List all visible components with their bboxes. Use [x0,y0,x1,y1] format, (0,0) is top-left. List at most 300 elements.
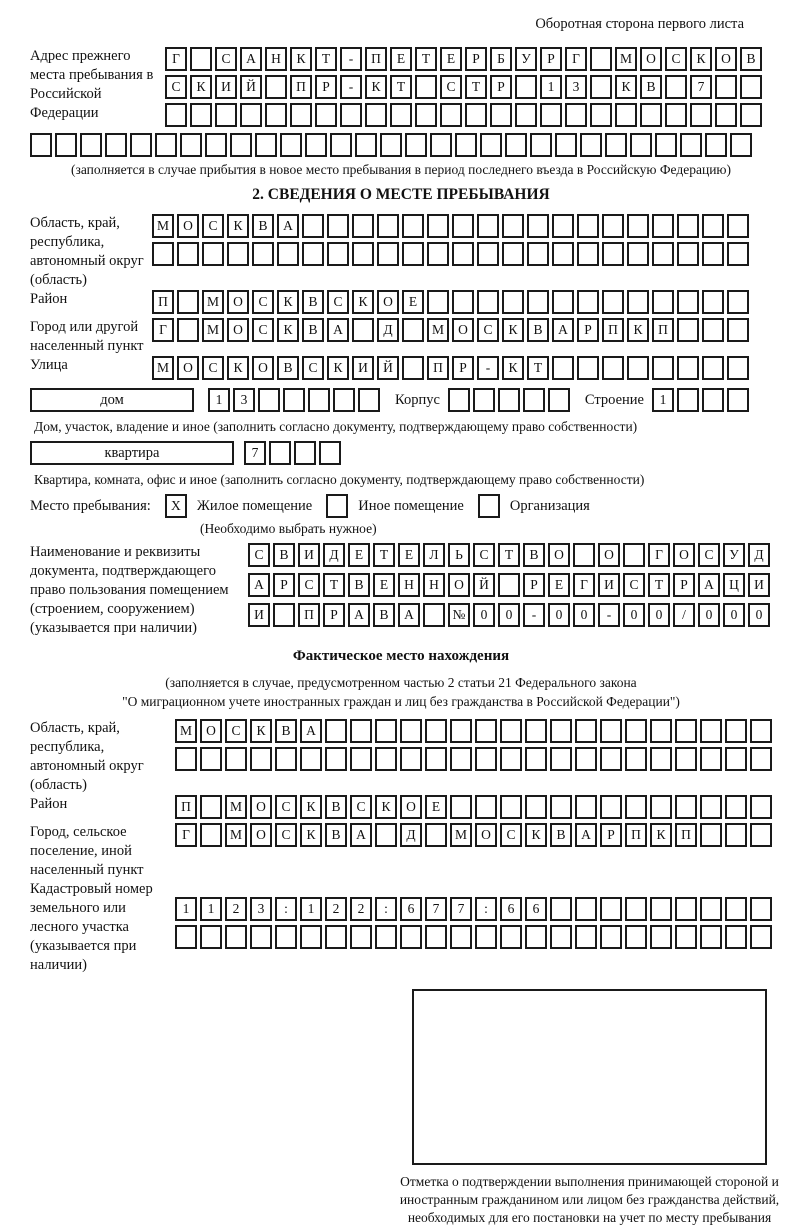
prev-address-char-box[interactable] [715,75,737,99]
prev-address-char-box[interactable] [180,133,202,157]
street-char-box[interactable]: Т [527,356,549,380]
document-char-box[interactable]: Е [348,543,370,567]
prev-address-char-box[interactable]: К [190,75,212,99]
region-char-box[interactable] [627,242,649,266]
document-char-box[interactable]: О [448,573,470,597]
region-char-box[interactable] [727,214,749,238]
document-char-box[interactable]: Е [373,573,395,597]
region-char-box[interactable] [477,242,499,266]
city-char-box[interactable]: П [602,318,624,342]
actual-region-char-box[interactable] [175,747,197,771]
region-char-box[interactable] [402,214,424,238]
prev-address-char-box[interactable]: 3 [565,75,587,99]
korpus-char-box[interactable] [523,388,545,412]
actual-region-char-box[interactable] [450,747,472,771]
prev-address-char-box[interactable]: Н [265,47,287,71]
prev-address-char-box[interactable] [240,103,262,127]
street-char-box[interactable]: С [302,356,324,380]
city-char-box[interactable]: М [427,318,449,342]
document-char-box[interactable]: В [523,543,545,567]
city-char-box[interactable] [677,318,699,342]
region-char-box[interactable] [652,214,674,238]
actual-city-char-box[interactable]: М [225,823,247,847]
prev-address-char-box[interactable]: Р [490,75,512,99]
actual-region-char-box[interactable] [550,747,572,771]
district-char-box[interactable]: О [227,290,249,314]
prev-address-char-box[interactable] [730,133,752,157]
cadastre-char-box[interactable]: 2 [350,897,372,921]
prev-address-char-box[interactable] [665,75,687,99]
cadastre-char-box[interactable]: 7 [450,897,472,921]
document-char-box[interactable]: Г [573,573,595,597]
document-char-box[interactable] [498,573,520,597]
document-char-box[interactable]: В [348,573,370,597]
prev-address-char-box[interactable]: К [690,47,712,71]
prev-address-char-box[interactable]: С [165,75,187,99]
document-char-box[interactable]: С [473,543,495,567]
actual-region-char-box[interactable]: О [200,719,222,743]
document-char-box[interactable]: Т [648,573,670,597]
city-char-box[interactable] [177,318,199,342]
document-char-box[interactable]: И [748,573,770,597]
district-char-box[interactable]: С [327,290,349,314]
cadastre-char-box[interactable]: 7 [425,897,447,921]
cadastre-char-box[interactable] [325,925,347,949]
street-char-box[interactable] [727,356,749,380]
actual-region-char-box[interactable] [500,719,522,743]
city-char-box[interactable]: Г [152,318,174,342]
actual-region-char-box[interactable] [200,747,222,771]
actual-city-char-box[interactable]: П [675,823,697,847]
actual-region-char-box[interactable] [625,747,647,771]
actual-city-char-box[interactable]: О [250,823,272,847]
city-char-box[interactable]: К [627,318,649,342]
prev-address-char-box[interactable]: И [215,75,237,99]
actual-region-char-box[interactable] [675,747,697,771]
document-char-box[interactable]: Н [423,573,445,597]
cadastre-char-box[interactable]: : [275,897,297,921]
actual-district-char-box[interactable] [475,795,497,819]
cadastre-char-box[interactable] [175,925,197,949]
region-char-box[interactable] [252,242,274,266]
actual-city-char-box[interactable]: Д [400,823,422,847]
house-char-box[interactable] [283,388,305,412]
street-char-box[interactable] [677,356,699,380]
prev-address-char-box[interactable] [430,133,452,157]
document-char-box[interactable]: - [598,603,620,627]
street-char-box[interactable] [602,356,624,380]
street-char-box[interactable]: Р [452,356,474,380]
korpus-char-box[interactable] [448,388,470,412]
district-char-box[interactable]: С [252,290,274,314]
prev-address-char-box[interactable] [315,103,337,127]
region-char-box[interactable] [277,242,299,266]
district-char-box[interactable] [727,290,749,314]
region-char-box[interactable] [727,242,749,266]
street-char-box[interactable]: К [327,356,349,380]
cadastre-char-box[interactable] [275,925,297,949]
actual-region-char-box[interactable] [325,719,347,743]
document-char-box[interactable] [423,603,445,627]
prev-address-char-box[interactable] [515,103,537,127]
district-char-box[interactable] [652,290,674,314]
district-char-box[interactable] [627,290,649,314]
actual-region-char-box[interactable] [450,719,472,743]
actual-region-char-box[interactable] [300,747,322,771]
region-char-box[interactable] [702,214,724,238]
city-char-box[interactable]: Д [377,318,399,342]
prev-address-char-box[interactable] [440,103,462,127]
district-char-box[interactable] [177,290,199,314]
stroenie-char-box[interactable] [677,388,699,412]
cadastre-char-box[interactable]: 2 [325,897,347,921]
stroenie-char-box[interactable] [702,388,724,412]
prev-address-char-box[interactable]: Б [490,47,512,71]
district-char-box[interactable]: К [352,290,374,314]
document-char-box[interactable]: 0 [573,603,595,627]
document-char-box[interactable]: - [523,603,545,627]
street-char-box[interactable]: П [427,356,449,380]
document-char-box[interactable]: 0 [623,603,645,627]
prev-address-char-box[interactable]: А [240,47,262,71]
region-char-box[interactable] [327,214,349,238]
prev-address-char-box[interactable]: С [440,75,462,99]
document-char-box[interactable]: Д [323,543,345,567]
district-char-box[interactable] [552,290,574,314]
region-char-box[interactable] [552,214,574,238]
prev-address-char-box[interactable] [455,133,477,157]
actual-city-char-box[interactable]: К [650,823,672,847]
actual-district-char-box[interactable] [675,795,697,819]
prev-address-char-box[interactable] [155,133,177,157]
prev-address-char-box[interactable]: В [740,47,762,71]
district-char-box[interactable] [602,290,624,314]
document-char-box[interactable]: Г [648,543,670,567]
prev-address-char-box[interactable]: Р [540,47,562,71]
actual-region-char-box[interactable] [600,719,622,743]
stay-type-checkbox-organization[interactable] [478,494,500,518]
document-char-box[interactable]: И [598,573,620,597]
apartment-char-box[interactable]: 7 [244,441,266,465]
document-char-box[interactable] [573,543,595,567]
prev-address-char-box[interactable]: Р [465,47,487,71]
street-char-box[interactable]: М [152,356,174,380]
region-char-box[interactable] [502,242,524,266]
actual-district-char-box[interactable] [525,795,547,819]
actual-region-char-box[interactable]: С [225,719,247,743]
prev-address-char-box[interactable] [480,133,502,157]
region-char-box[interactable] [577,242,599,266]
region-char-box[interactable] [677,214,699,238]
prev-address-char-box[interactable] [165,103,187,127]
prev-address-char-box[interactable] [255,133,277,157]
region-char-box[interactable] [202,242,224,266]
region-char-box[interactable] [452,242,474,266]
region-char-box[interactable]: К [227,214,249,238]
document-char-box[interactable]: Й [473,573,495,597]
actual-district-char-box[interactable]: О [400,795,422,819]
prev-address-char-box[interactable]: - [340,47,362,71]
cadastre-char-box[interactable] [650,925,672,949]
actual-city-char-box[interactable] [750,823,772,847]
stroenie-char-box[interactable]: 1 [652,388,674,412]
cadastre-char-box[interactable]: 1 [200,897,222,921]
actual-city-char-box[interactable] [200,823,222,847]
prev-address-char-box[interactable]: О [715,47,737,71]
region-char-box[interactable] [302,242,324,266]
actual-district-char-box[interactable] [550,795,572,819]
district-char-box[interactable]: В [302,290,324,314]
city-char-box[interactable]: А [552,318,574,342]
prev-address-char-box[interactable]: Т [415,47,437,71]
actual-region-char-box[interactable] [750,719,772,743]
document-char-box[interactable]: 0 [648,603,670,627]
actual-city-char-box[interactable]: С [500,823,522,847]
actual-region-char-box[interactable] [425,747,447,771]
actual-region-char-box[interactable] [375,747,397,771]
prev-address-char-box[interactable] [365,103,387,127]
document-char-box[interactable]: П [298,603,320,627]
prev-address-char-box[interactable]: Р [315,75,337,99]
actual-district-char-box[interactable] [625,795,647,819]
prev-address-char-box[interactable] [290,103,312,127]
actual-region-char-box[interactable] [550,719,572,743]
prev-address-char-box[interactable] [465,103,487,127]
apartment-char-box[interactable] [319,441,341,465]
actual-region-char-box[interactable] [500,747,522,771]
document-char-box[interactable]: Л [423,543,445,567]
cadastre-char-box[interactable] [700,925,722,949]
actual-city-char-box[interactable]: Г [175,823,197,847]
actual-district-char-box[interactable]: К [300,795,322,819]
actual-region-char-box[interactable]: М [175,719,197,743]
document-char-box[interactable]: О [598,543,620,567]
prev-address-char-box[interactable]: П [365,47,387,71]
actual-region-char-box[interactable] [650,719,672,743]
district-char-box[interactable] [427,290,449,314]
street-char-box[interactable]: И [352,356,374,380]
prev-address-char-box[interactable]: О [640,47,662,71]
actual-city-char-box[interactable]: К [300,823,322,847]
street-char-box[interactable] [627,356,649,380]
prev-address-char-box[interactable]: Г [165,47,187,71]
prev-address-char-box[interactable] [590,103,612,127]
actual-region-char-box[interactable] [525,747,547,771]
actual-region-char-box[interactable] [700,719,722,743]
actual-city-char-box[interactable]: В [325,823,347,847]
document-char-box[interactable]: С [623,573,645,597]
document-char-box[interactable]: С [298,573,320,597]
actual-region-char-box[interactable] [275,747,297,771]
apartment-char-box[interactable] [294,441,316,465]
prev-address-char-box[interactable] [705,133,727,157]
document-char-box[interactable]: 0 [698,603,720,627]
actual-city-char-box[interactable]: М [450,823,472,847]
actual-region-char-box[interactable]: А [300,719,322,743]
prev-address-char-box[interactable]: М [615,47,637,71]
actual-region-char-box[interactable] [725,747,747,771]
actual-region-char-box[interactable] [350,747,372,771]
document-char-box[interactable] [273,603,295,627]
document-char-box[interactable]: И [298,543,320,567]
cadastre-char-box[interactable]: 6 [400,897,422,921]
prev-address-char-box[interactable] [690,103,712,127]
region-char-box[interactable] [227,242,249,266]
prev-address-char-box[interactable] [80,133,102,157]
prev-address-char-box[interactable] [230,133,252,157]
cadastre-char-box[interactable] [500,925,522,949]
actual-district-char-box[interactable]: Е [425,795,447,819]
house-char-box[interactable]: 1 [208,388,230,412]
actual-region-char-box[interactable]: К [250,719,272,743]
stay-type-checkbox-residential[interactable]: X [165,494,187,518]
city-char-box[interactable]: В [302,318,324,342]
prev-address-char-box[interactable] [580,133,602,157]
city-char-box[interactable]: П [652,318,674,342]
cadastre-char-box[interactable]: 3 [250,897,272,921]
cadastre-char-box[interactable] [425,925,447,949]
street-char-box[interactable]: О [252,356,274,380]
region-char-box[interactable] [377,214,399,238]
document-char-box[interactable]: Р [323,603,345,627]
prev-address-char-box[interactable] [405,133,427,157]
cadastre-char-box[interactable] [450,925,472,949]
actual-region-char-box[interactable] [225,747,247,771]
region-char-box[interactable] [327,242,349,266]
prev-address-char-box[interactable] [640,103,662,127]
cadastre-char-box[interactable] [675,897,697,921]
city-char-box[interactable]: О [452,318,474,342]
prev-address-char-box[interactable]: Е [440,47,462,71]
document-char-box[interactable]: Ц [723,573,745,597]
prev-address-char-box[interactable] [280,133,302,157]
district-char-box[interactable] [527,290,549,314]
region-char-box[interactable] [577,214,599,238]
street-char-box[interactable] [652,356,674,380]
street-char-box[interactable] [702,356,724,380]
house-char-box[interactable] [308,388,330,412]
actual-region-char-box[interactable] [375,719,397,743]
prev-address-char-box[interactable] [605,133,627,157]
document-char-box[interactable]: Т [498,543,520,567]
prev-address-char-box[interactable] [265,103,287,127]
region-char-box[interactable] [177,242,199,266]
actual-district-char-box[interactable]: В [325,795,347,819]
cadastre-char-box[interactable]: : [475,897,497,921]
document-char-box[interactable]: А [248,573,270,597]
actual-region-char-box[interactable] [575,747,597,771]
prev-address-char-box[interactable] [55,133,77,157]
actual-city-char-box[interactable] [375,823,397,847]
document-char-box[interactable]: С [248,543,270,567]
prev-address-char-box[interactable]: У [515,47,537,71]
district-char-box[interactable] [677,290,699,314]
region-char-box[interactable]: А [277,214,299,238]
region-char-box[interactable] [527,214,549,238]
cadastre-char-box[interactable] [550,925,572,949]
document-char-box[interactable]: У [723,543,745,567]
prev-address-char-box[interactable]: Г [565,47,587,71]
region-char-box[interactable] [152,242,174,266]
cadastre-char-box[interactable]: 6 [525,897,547,921]
actual-region-char-box[interactable] [325,747,347,771]
document-char-box[interactable]: Д [748,543,770,567]
cadastre-char-box[interactable] [650,897,672,921]
city-char-box[interactable] [702,318,724,342]
document-char-box[interactable]: 0 [723,603,745,627]
house-char-box[interactable] [358,388,380,412]
cadastre-char-box[interactable] [250,925,272,949]
prev-address-char-box[interactable] [105,133,127,157]
cadastre-char-box[interactable] [625,925,647,949]
prev-address-char-box[interactable] [590,47,612,71]
district-char-box[interactable]: К [277,290,299,314]
document-char-box[interactable]: Р [273,573,295,597]
street-char-box[interactable]: К [502,356,524,380]
prev-address-char-box[interactable]: К [290,47,312,71]
street-char-box[interactable]: В [277,356,299,380]
actual-district-char-box[interactable]: С [275,795,297,819]
korpus-char-box[interactable] [548,388,570,412]
prev-address-char-box[interactable] [565,103,587,127]
region-char-box[interactable] [602,214,624,238]
document-char-box[interactable]: В [373,603,395,627]
actual-city-char-box[interactable] [425,823,447,847]
prev-address-char-box[interactable] [215,103,237,127]
region-char-box[interactable] [677,242,699,266]
region-char-box[interactable] [302,214,324,238]
prev-address-char-box[interactable]: Т [315,47,337,71]
district-char-box[interactable]: П [152,290,174,314]
cadastre-char-box[interactable] [750,925,772,949]
actual-region-char-box[interactable] [675,719,697,743]
region-char-box[interactable] [402,242,424,266]
actual-city-char-box[interactable]: П [625,823,647,847]
actual-city-char-box[interactable] [725,823,747,847]
district-char-box[interactable]: О [377,290,399,314]
street-char-box[interactable]: - [477,356,499,380]
document-char-box[interactable] [623,543,645,567]
prev-address-char-box[interactable] [515,75,537,99]
actual-city-char-box[interactable]: В [550,823,572,847]
region-char-box[interactable] [602,242,624,266]
prev-address-char-box[interactable] [680,133,702,157]
document-char-box[interactable]: А [348,603,370,627]
document-char-box[interactable]: 0 [548,603,570,627]
document-char-box[interactable]: 0 [498,603,520,627]
document-char-box[interactable]: А [698,573,720,597]
apartment-char-box[interactable] [269,441,291,465]
district-char-box[interactable] [577,290,599,314]
actual-city-char-box[interactable]: О [475,823,497,847]
prev-address-char-box[interactable] [265,75,287,99]
prev-address-char-box[interactable] [415,103,437,127]
prev-address-char-box[interactable]: В [640,75,662,99]
street-char-box[interactable]: К [227,356,249,380]
cadastre-char-box[interactable] [675,925,697,949]
cadastre-char-box[interactable]: 6 [500,897,522,921]
city-char-box[interactable]: С [252,318,274,342]
document-char-box[interactable]: Т [323,573,345,597]
region-char-box[interactable]: О [177,214,199,238]
cadastre-char-box[interactable] [225,925,247,949]
street-char-box[interactable]: С [202,356,224,380]
actual-city-char-box[interactable]: А [575,823,597,847]
actual-district-char-box[interactable] [650,795,672,819]
document-char-box[interactable]: Ь [448,543,470,567]
prev-address-char-box[interactable] [380,133,402,157]
region-char-box[interactable] [627,214,649,238]
